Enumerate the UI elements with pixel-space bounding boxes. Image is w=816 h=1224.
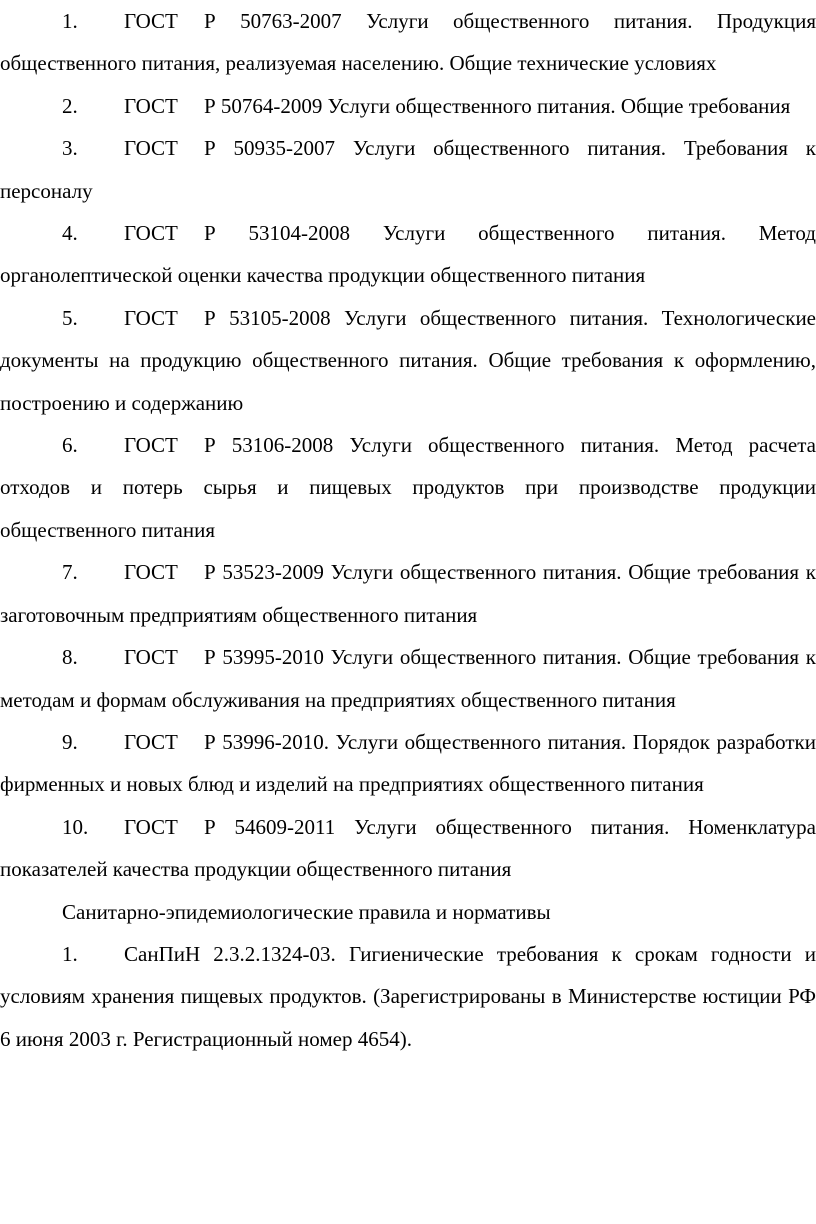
item-number: 1.	[62, 9, 78, 33]
item-text: СанПиН 2.3.2.1324-03. Гигиенические требования к срокам годности и условиям хранения пищевых продуктов. (Зарегистрированы в Министерстве юстиции РФ 6 июня 2003 г. Регистрационный номер 4654).	[0, 941, 816, 1051]
item-number: 10.	[62, 814, 89, 839]
gost-item-5	[0, 297, 816, 424]
item-prefix: ГОСТ	[124, 93, 178, 118]
gost-item-6	[0, 424, 816, 551]
item-prefix: ГОСТ	[124, 136, 178, 161]
item-number: 2.	[62, 93, 78, 118]
item-text: Р 50935-2007 Услуги общественного питания. Требования к персоналу	[0, 136, 816, 203]
item-text: Р 53104-2008 Услуги общественного питания. Метод органолептической оценки качества продукции общественного питания	[0, 221, 816, 288]
item-prefix: ГОСТ	[124, 433, 178, 458]
gost-item-1	[0, 0, 816, 85]
gost-item-2	[0, 85, 816, 127]
item-text: Р 53105-2008 Услуги общественного питания. Технологические документы на продукцию общественного питания. Общие требования к оформлению, построению и содержанию	[0, 305, 816, 415]
item-number: 6.	[62, 433, 78, 458]
sanpin-section-heading: Санитарно-эпидемиологические правила и нормативы	[62, 899, 551, 924]
item-prefix: ГОСТ	[124, 9, 178, 33]
item-prefix: ГОСТ	[124, 221, 178, 246]
item-text: Р 53523-2009 Услуги общественного питания. Общие требования к заготовочным предприятиям общественного питания	[0, 560, 816, 627]
gost-item-7	[0, 551, 816, 636]
item-prefix: ГОСТ	[124, 729, 178, 754]
item-prefix: ГОСТ	[124, 814, 178, 839]
item-number: 3.	[62, 136, 78, 161]
item-text: Р 53106-2008 Услуги общественного питания. Метод расчета отходов и потерь сырья и пищевых продуктов при производстве продукции общественного питания	[0, 433, 816, 542]
item-prefix: ГОСТ	[124, 645, 178, 670]
item-number: 8.	[62, 645, 78, 670]
item-text: Р 50763-2007 Услуги общественного питания. Продукция общественного питания, реализуемая населению. Общие технические условиях	[0, 9, 816, 76]
item-number: 4.	[62, 221, 78, 246]
sanpin-item-1	[0, 933, 816, 1060]
item-number: 7.	[62, 560, 78, 585]
item-number: 9.	[62, 729, 78, 754]
gost-item-8	[0, 636, 816, 721]
item-number: 1.	[62, 941, 78, 966]
item-text: Р 54609-2011 Услуги общественного питания. Номенклатура показателей качества продукции общественного питания	[0, 814, 816, 882]
item-prefix: ГОСТ	[124, 305, 178, 330]
item-prefix: ГОСТ	[124, 560, 178, 585]
item-text: Р 50764-2009 Услуги общественного питания. Общие требования	[204, 93, 791, 118]
gost-item-4	[0, 212, 816, 297]
item-text: Р 53995-2010 Услуги общественного питания. Общие требования к методам и формам обслуживания на предприятиях общественного питания	[0, 645, 816, 712]
gost-item-10	[0, 806, 816, 891]
gost-item-9	[0, 721, 816, 806]
gost-item-3	[0, 127, 816, 212]
item-number: 5.	[62, 305, 78, 330]
item-text: Р 53996-2010. Услуги общественного питания. Порядок разработки фирменных и новых блюд и изделий на предприятиях общественного питания	[0, 729, 816, 797]
